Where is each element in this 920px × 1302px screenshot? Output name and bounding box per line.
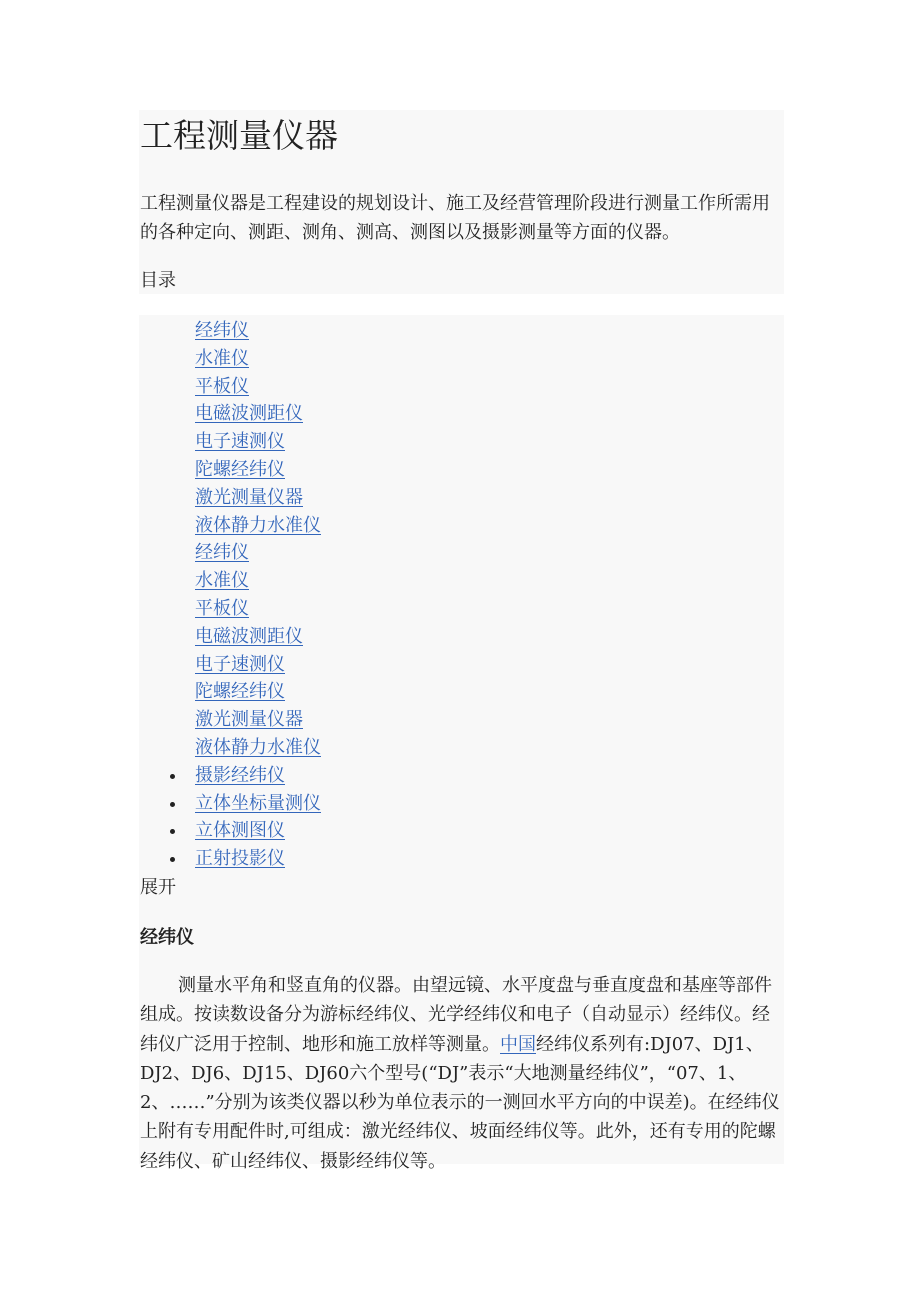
toc-item — [195, 790, 321, 818]
toc-item — [195, 484, 321, 512]
toc-link[interactable]: 经纬仪 — [195, 542, 249, 564]
toc-link[interactable]: 立体坐标量测仪 — [195, 792, 321, 814]
toc-link[interactable]: 立体测图仪 — [195, 820, 285, 842]
expand-toggle[interactable]: 展开 — [140, 877, 176, 898]
china-link[interactable]: 中国 — [500, 1033, 536, 1055]
toc-item — [195, 623, 321, 651]
toc-item — [195, 678, 321, 706]
toc-link[interactable]: 水准仪 — [195, 347, 249, 369]
section-heading: 经纬仪 — [140, 927, 194, 948]
toc-link[interactable]: 正射投影仪 — [195, 848, 285, 870]
toc-list — [195, 317, 321, 873]
toc-item — [195, 567, 321, 595]
toc-item — [195, 595, 321, 623]
page-title: 工程测量仪器 — [140, 116, 338, 155]
toc-item — [195, 734, 321, 762]
toc-link[interactable]: 平板仪 — [195, 375, 249, 397]
toc-item — [195, 762, 321, 790]
toc-link[interactable]: 陀螺经纬仪 — [195, 458, 285, 480]
toc-link[interactable]: 激光测量仪器 — [195, 709, 303, 731]
toc-link[interactable]: 电磁波测距仪 — [195, 403, 303, 425]
toc-link[interactable]: 经纬仪 — [195, 320, 249, 341]
section-body-text: 测量水平角和竖直角的仪器。由望远镜、水平度盘与垂直度盘和基座等部件组成。按读数设备分为游标经纬仪、光学经纬仪和电子（自动显示）经纬仪。经纬仪广泛用于控制、地形和施工放样等测量。 — [140, 975, 772, 1055]
toc-item — [195, 317, 321, 345]
toc-link[interactable]: 陀螺经纬仪 — [195, 681, 285, 703]
toc-link[interactable]: 摄影经纬仪 — [195, 764, 285, 786]
toc-item — [195, 512, 321, 540]
toc-item — [195, 373, 321, 401]
section-body-text-continued: 经纬仪系列有:DJ07、DJ1、DJ2、DJ6、DJ15、DJ60六个型号(“DJ”表示“大地测量经纬仪”，“07、1、2、……”分别为该类仪器以秒为单位表示的一测回水平方向的中误差)。在经纬仪上附有专用配件时,可组成：激光经纬仪、坡面经纬仪等。此外，还有专用的陀螺经纬仪、矿山经纬仪、摄影经纬仪等。 — [140, 1033, 780, 1172]
toc-link[interactable]: 电子速测仪 — [195, 431, 285, 453]
toc-link[interactable]: 液体静力水准仪 — [195, 736, 321, 758]
toc-item — [195, 817, 321, 845]
toc-link[interactable]: 水准仪 — [195, 570, 249, 592]
toc-heading: 目录 — [140, 270, 176, 291]
toc-item — [195, 428, 321, 456]
toc-link[interactable]: 平板仪 — [195, 597, 249, 619]
toc-item — [195, 400, 321, 428]
toc-link[interactable]: 液体静力水准仪 — [195, 514, 321, 536]
toc-link[interactable]: 激光测量仪器 — [195, 486, 303, 508]
section-body — [140, 971, 784, 1176]
toc-item — [195, 651, 321, 679]
toc-link[interactable]: 电磁波测距仪 — [195, 625, 303, 647]
toc-item — [195, 539, 321, 567]
toc-item — [195, 345, 321, 373]
toc-item — [195, 456, 321, 484]
toc-item — [195, 706, 321, 734]
toc-item — [195, 845, 321, 873]
intro-paragraph: 工程测量仪器是工程建设的规划设计、施工及经营管理阶段进行测量工作所需用的各种定向、测距、测角、测高、测图以及摄影测量等方面的仪器。 — [140, 193, 770, 243]
toc-link[interactable]: 电子速测仪 — [195, 653, 285, 675]
